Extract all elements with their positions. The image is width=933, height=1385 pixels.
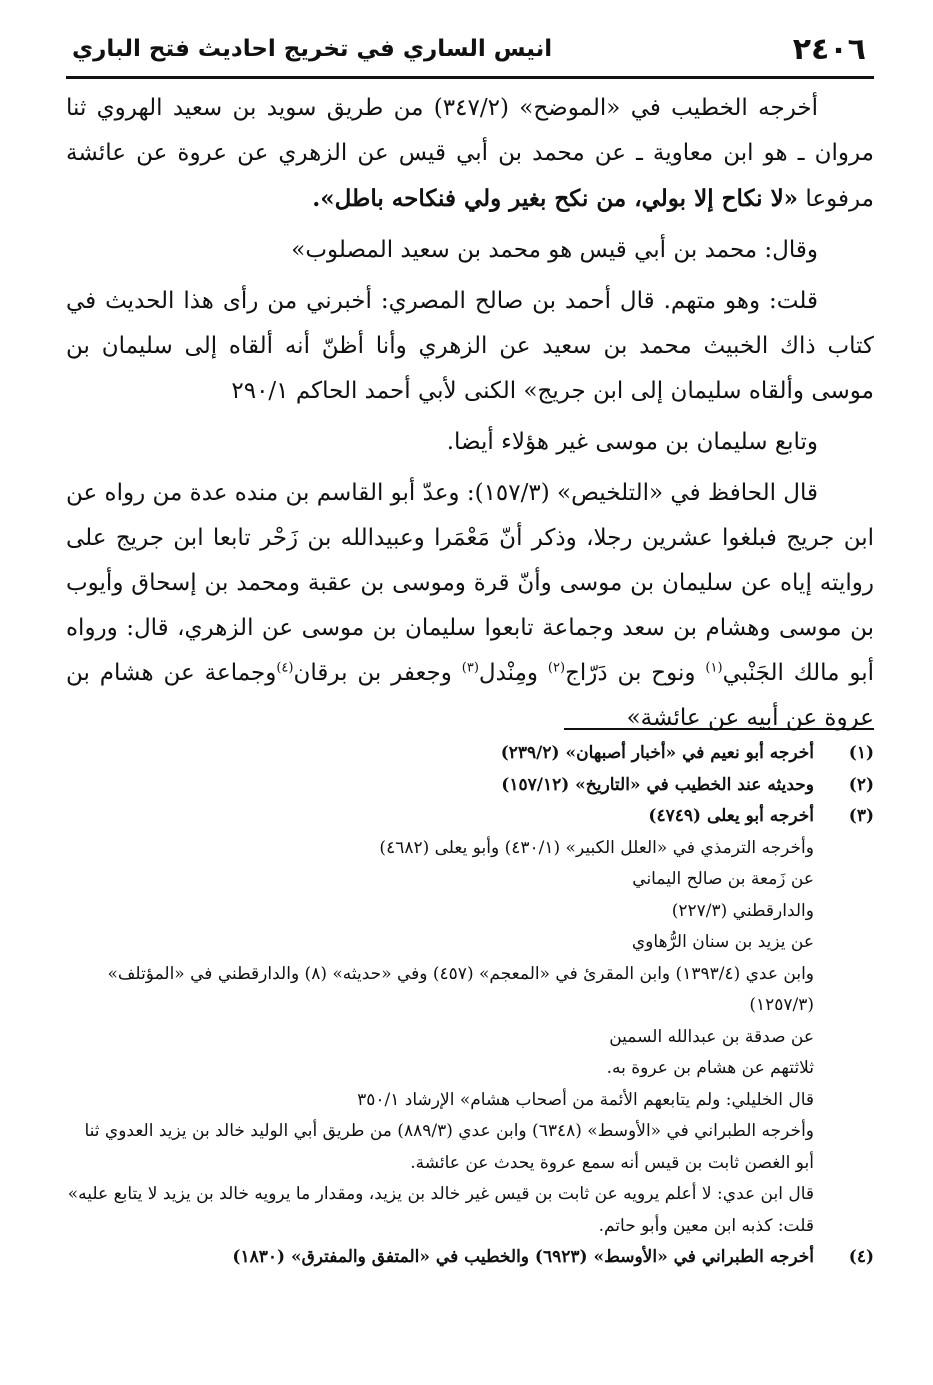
footnote-number: (١) — [848, 743, 874, 763]
footnote-line: عن زَمعة بن صالح اليماني — [632, 869, 814, 889]
footnote-text: أخرجه أبو نعيم في «أخبار أصبهان» (٢٣٩/٢) — [500, 743, 814, 763]
hadith-text: «لا نكاح إلا بولي، من نكح بغير ولي فنكاحه باطل». — [312, 185, 799, 212]
footnote-2 — [66, 770, 874, 802]
footnote-3 — [66, 801, 874, 833]
paragraph-text: ومِنْدل — [478, 660, 548, 686]
page-header — [66, 30, 874, 79]
paragraph: قلت: وهو متهم. قال أحمد بن صالح المصري: أخبرني من رأى هذا الحديث في كتاب ذاك الخبيث محمد بن سعيد عن الزهري وأنا أظنّ أنه ألقاه إلى سليمان بن موسى وألقاه سليمان إلى ابن جريج» الكنى لأبي أحمد الحاكم ٢٩٠/١ — [66, 288, 874, 404]
footnotes — [66, 738, 874, 1274]
footnote-line: عن يزيد بن سنان الرُّهاوي — [631, 932, 814, 952]
footnote-line: وأخرجه الطبراني في «الأوسط» (٦٣٤٨) وابن عدي (٨٨٩/٣) من طريق أبي الوليد خالد بن يزيد العدوي ثنا أبو الغصن ثابت بن قيس أنه سمع عروة يحدث عن عائشة. — [84, 1121, 814, 1173]
footnote-ref: (٤) — [276, 660, 294, 676]
paragraph-text: أخرجه الخطيب في «الموضح» (٣٤٧/٢) من طريق سويد بن سعيد الهروي ثنا مروان ـ هو ابن معاوية ـ عن محمد بن أبي قيس عن الزهري عن عروة عن عائشة مرفوعا — [66, 95, 874, 212]
footnote-ref: (١) — [705, 660, 723, 676]
footnote-line: قال ابن عدي: لا أعلم يرويه عن ثابت بن قيس غير خالد بن يزيد، ومقدار ما يرويه خالد بن يزيد لا يتابع عليه» — [67, 1184, 814, 1204]
footnote-line: قلت: كذبه ابن معين وأبو حاتم. — [598, 1215, 814, 1236]
footnote-line: والدارقطني (٢٢٧/٣) — [671, 900, 814, 921]
paragraph: وقال: محمد بن أبي قيس هو محمد بن سعيد المصلوب» — [291, 237, 818, 263]
paragraph-text: قال الحافظ في «التلخيص» (١٥٧/٣): وعدّ أبو القاسم بن منده عدة من رواه عن ابن جريج فبلغوا عشرين رجلا، وذكر أنّ مَعْمَرا وعبيدالله بن زَحْر تابعا ابن جريج على روايته إياه عن سليمان بن موسى وأنّ قرة وموسى بن عقبة ومحمد بن إسحاق وأيوب بن موسى وهشام بن سعد وجماعة تابعوا سليمان بن موسى عن الزهري، قال: ورواه أبو مالك الجَنْبي — [66, 480, 874, 686]
paragraph — [66, 471, 874, 741]
footnote-line: وابن عدي (١٣٩٣/٤) وابن المقرئ في «المعجم» (٤٥٧) وفي «حديثه» (٨) والدارقطني في «المؤتلف» (١٢٥٧/٣) — [107, 963, 814, 1015]
footnote-number: (٤) — [848, 1247, 874, 1267]
paragraph — [66, 86, 874, 222]
footnote-line: عن صدقة بن عبدالله السمين — [609, 1026, 814, 1047]
running-title: انيس الساري في تخريج احاديث فتح الباري — [72, 36, 553, 62]
footnote-line: وأخرجه الترمذي في «العلل الكبير» (٤٣٠/١) وأبو يعلى (٤٦٨٢) — [379, 837, 814, 858]
page-number: ٢٤٠٦ — [792, 32, 866, 67]
footnote-text: أخرجه أبو يعلى (٤٧٤٩) — [648, 806, 814, 826]
paragraph: وتابع سليمان بن موسى غير هؤلاء أيضا. — [446, 429, 818, 455]
main-text — [66, 86, 874, 747]
footnote-ref: (٣) — [461, 660, 479, 676]
footnote-line: ثلاثتهم عن هشام بن عروة به. — [606, 1058, 814, 1078]
footnote-ref: (٢) — [547, 660, 566, 676]
footnote-line: قال الخليلي: ولم يتابعهم الأئمة من أصحاب هشام» الإرشاد ٣٥٠/١ — [357, 1089, 814, 1110]
paragraph-text: ونوح بن دَرّاج — [565, 660, 706, 686]
footnote-text: وحديثه عند الخطيب في «التاريخ» (١٥٧/١٢) — [501, 774, 814, 795]
footnote-text: أخرجه الطبراني في «الأوسط» (٦٩٢٣) والخطيب في «المتفق والمفترق» (١٨٣٠) — [232, 1247, 814, 1267]
footnote-divider — [564, 728, 874, 730]
footnote-4 — [66, 1242, 874, 1274]
paragraph-text: وجماعة عن هشام بن عروة عن أبيه عن عائشة» — [66, 660, 874, 731]
footnote-number: (٢) — [848, 774, 874, 795]
footnote-1 — [66, 738, 874, 770]
footnote-number: (٣) — [848, 806, 874, 826]
paragraph-text: وجعفر بن برقان — [293, 660, 462, 686]
